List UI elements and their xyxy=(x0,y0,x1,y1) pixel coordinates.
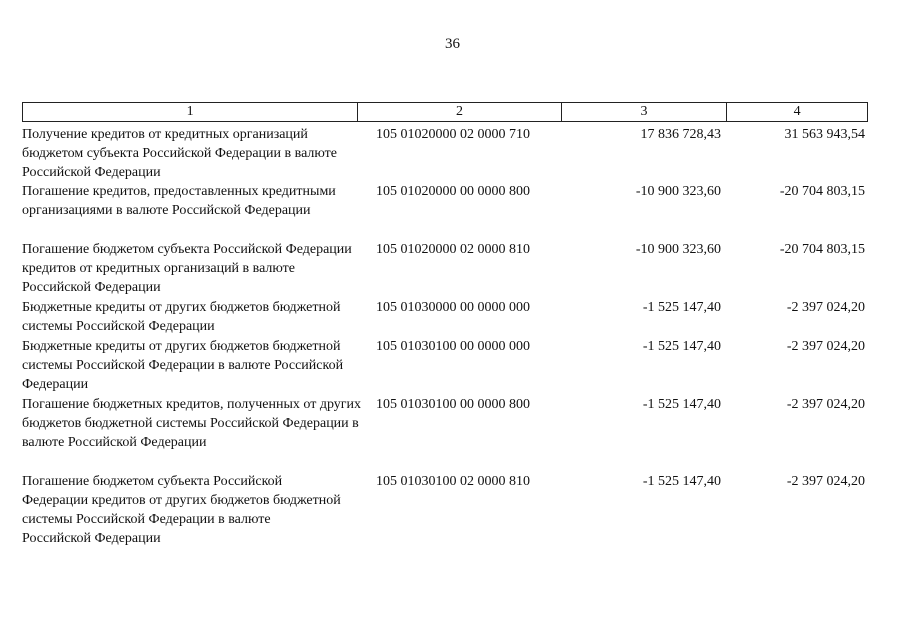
row-description: Бюджетные кредиты от других бюджетов бюджетной системы Российской Федерации xyxy=(22,300,341,334)
row-description: Бюджетные кредиты от других бюджетов бюджетной системы Российской Федерации в валюте Российской Федерации xyxy=(22,339,344,392)
row-description: Погашение бюджетных кредитов, полученных от других бюджетов бюджетной системы Российской Федерации в валюте Российской Федерации xyxy=(22,397,362,450)
row-value-col3: -1 525 147,40 xyxy=(642,474,721,489)
row-value-col4: -2 397 024,20 xyxy=(786,339,865,354)
row-code: 105 01030100 02 0000 810 xyxy=(376,474,530,489)
row-value-col4: -2 397 024,20 xyxy=(786,397,865,412)
row-code: 105 01020000 00 0000 800 xyxy=(376,184,530,199)
row-description: Погашение кредитов, предоставленных кредитными организациями в валюте Российской Федерации xyxy=(22,184,336,218)
row-value-col3: 17 836 728,43 xyxy=(640,127,721,142)
row-description: Погашение бюджетом субъекта Российской Федерации кредитов от кредитных организаций в валюте Российской Федерации xyxy=(22,242,352,295)
row-description: Погашение бюджетом субъекта Российской Федерации кредитов от других бюджетов бюджетной системы Российской Федерации в валюте Российской Федерации xyxy=(22,474,341,546)
row-value-col4: -20 704 803,15 xyxy=(779,242,865,257)
page-number: 36 xyxy=(445,36,460,52)
header-col-1: 1 xyxy=(23,103,358,121)
row-value-col4: -20 704 803,15 xyxy=(779,184,865,199)
row-value-col4: 31 563 943,54 xyxy=(784,127,865,142)
row-value-col4: -2 397 024,20 xyxy=(786,474,865,489)
table-header xyxy=(22,102,868,122)
row-description: Получение кредитов от кредитных организаций бюджетом субъекта Российской Федерации в валюте Российской Федерации xyxy=(22,127,337,180)
row-value-col3: -1 525 147,40 xyxy=(642,397,721,412)
row-value-col3: -10 900 323,60 xyxy=(635,184,721,199)
row-code: 105 01020000 02 0000 710 xyxy=(376,127,530,142)
row-value-col3: -10 900 323,60 xyxy=(635,242,721,257)
row-value-col3: -1 525 147,40 xyxy=(642,339,721,354)
header-col-2: 2 xyxy=(358,103,562,121)
header-col-3: 3 xyxy=(562,103,728,121)
row-code: 105 01020000 02 0000 810 xyxy=(376,242,530,257)
row-code: 105 01030100 00 0000 000 xyxy=(376,339,530,354)
row-code: 105 01030100 00 0000 800 xyxy=(376,397,530,412)
header-col-4: 4 xyxy=(793,104,801,119)
row-code: 105 01030000 00 0000 000 xyxy=(376,300,530,315)
row-value-col4: -2 397 024,20 xyxy=(786,300,865,315)
row-value-col3: -1 525 147,40 xyxy=(642,300,721,315)
